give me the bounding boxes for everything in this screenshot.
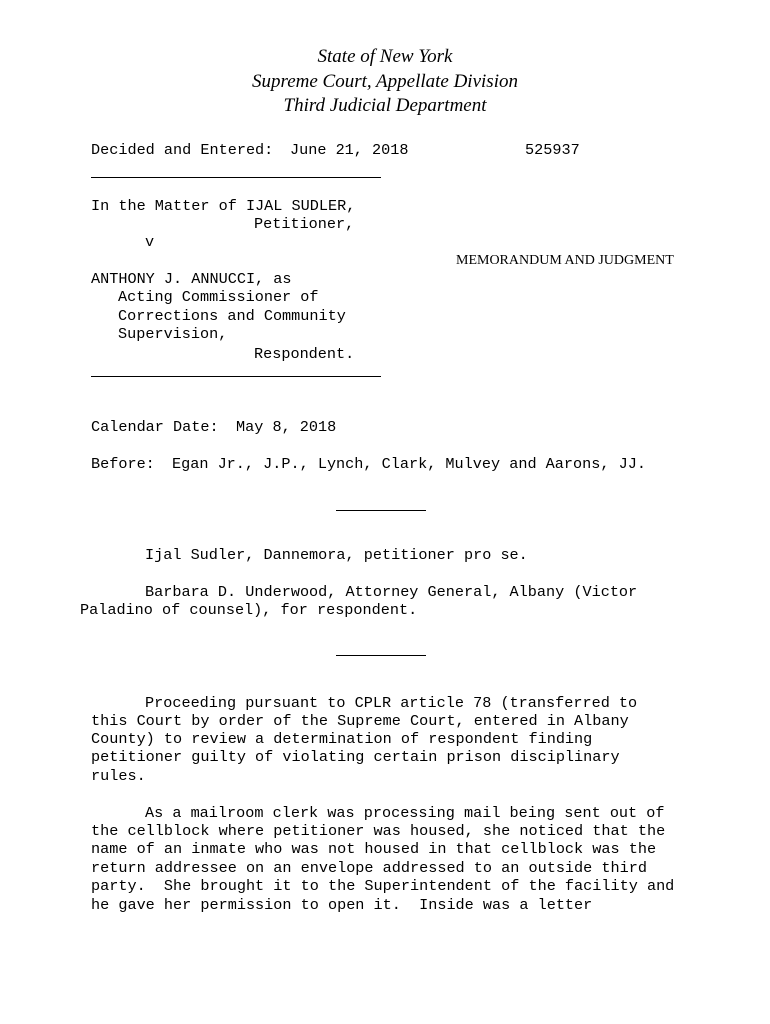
docket-number: 525937 — [525, 141, 580, 159]
counsel-respondent-line: Paladino of counsel), for respondent. — [80, 601, 418, 619]
body-line: rules. — [91, 767, 146, 785]
caption-versus: v — [145, 233, 155, 251]
before-judges: Egan Jr., J.P., Lynch, Clark, Mulvey and Aarons, JJ. — [172, 455, 646, 473]
body-line: As a mailroom clerk was processing mail being sent out of — [145, 804, 665, 822]
body-line: Proceeding pursuant to CPLR article 78 (transferred to — [145, 694, 638, 712]
caption-top-rule — [91, 177, 381, 178]
body-line: party. She brought it to the Superintendent of the facility and — [91, 877, 675, 895]
section-divider — [336, 655, 426, 656]
body-line: this Court by order of the Supreme Court, entered in Albany — [91, 712, 629, 730]
decided-date: June 21, 2018 — [290, 141, 409, 159]
decided-label: Decided and Entered: — [91, 141, 274, 159]
calendar-date: May 8, 2018 — [236, 418, 337, 436]
court-name-state: State of New York — [317, 46, 453, 67]
caption-respondent-name: ANTHONY J. ANNUCCI, as — [91, 270, 292, 288]
body-line: petitioner guilty of violating certain prison disciplinary — [91, 748, 620, 766]
caption-petitioner-role: Petitioner, — [254, 215, 355, 233]
body-line: the cellblock where petitioner was housed, she noticed that the — [91, 822, 666, 840]
memorandum-judgment-label: MEMORANDUM AND JUDGMENT — [456, 253, 674, 268]
body-line: County) to review a determination of respondent finding — [91, 730, 593, 748]
body-line: he gave her permission to open it. Inside was a letter — [91, 896, 593, 914]
court-name-department: Third Judicial Department — [283, 95, 487, 116]
caption-bottom-rule — [91, 376, 381, 377]
caption-respondent-title: Corrections and Community — [118, 307, 346, 325]
section-divider — [336, 510, 426, 511]
before-label: Before: — [91, 455, 155, 473]
calendar-date-label: Calendar Date: — [91, 418, 219, 436]
counsel-petitioner: Ijal Sudler, Dannemora, petitioner pro se. — [145, 546, 528, 564]
body-line: name of an inmate who was not housed in that cellblock was the — [91, 840, 657, 858]
caption-petitioner: In the Matter of IJAL SUDLER, — [91, 197, 356, 215]
caption-respondent-title: Supervision, — [118, 325, 228, 343]
body-line: return addressee on an envelope addressed to an outside third — [91, 859, 647, 877]
caption-respondent-title: Acting Commissioner of — [118, 288, 319, 306]
caption-respondent-role: Respondent. — [254, 345, 355, 363]
counsel-respondent-line: Barbara D. Underwood, Attorney General, Albany (Victor — [145, 583, 638, 601]
court-name-division: Supreme Court, Appellate Division — [252, 71, 518, 92]
